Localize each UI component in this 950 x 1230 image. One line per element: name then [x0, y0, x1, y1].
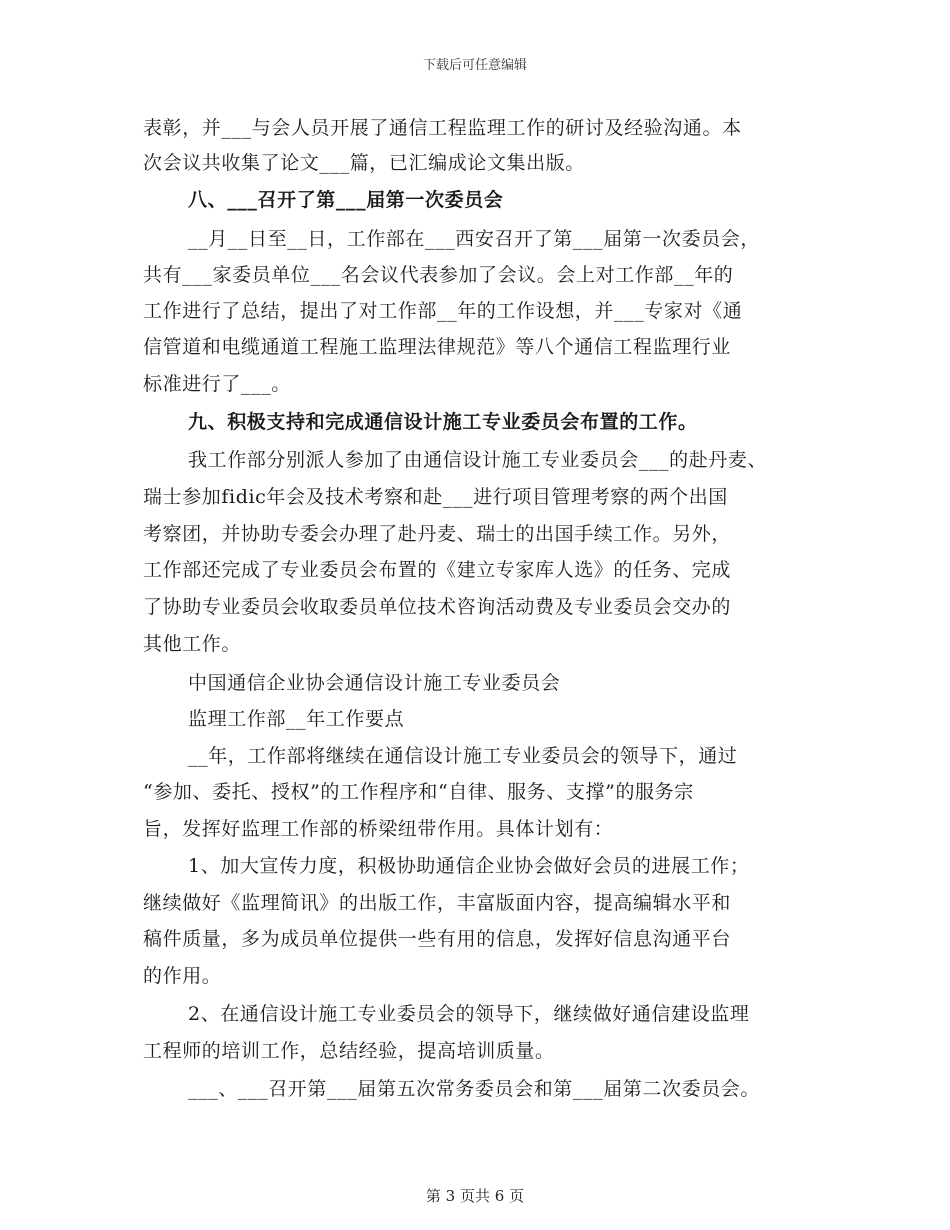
paragraph-line: 标准进行了___。 [143, 373, 291, 395]
paragraph-line: 旨，发挥好监理工作部的桥梁纽带作用。具体计划有： [143, 818, 614, 840]
paragraph-line: 考察团，并协助专委会办理了赴丹麦、瑞士的出国手续工作。另外， [143, 523, 732, 545]
paragraph-line: __年，工作部将继续在通信设计施工专业委员会的领导下，通过 [188, 745, 738, 767]
paragraph-line: 继续做好《监理简讯》的出版工作，丰富版面内容，提高编辑水平和 [143, 892, 732, 914]
section-heading-8: 八、___召开了第___届第一次委员会 [188, 189, 504, 211]
organization-name: 中国通信企业协会通信设计施工专业委员会 [188, 672, 561, 694]
paragraph-line: 次会议共收集了论文___篇，已汇编成论文集出版。 [143, 152, 585, 174]
paragraph-line: 稿件质量，多为成员单位提供一些有用的信息，发挥好信息沟通平台 [143, 928, 732, 950]
paragraph-line: __月__日至__日，工作部在___西安召开了第___届第一次委员会， [188, 228, 761, 250]
paragraph-line: 了协助专业委员会收取委员单位技术咨询活动费及专业委员会交办的 [143, 596, 732, 618]
paragraph-line: 工作部还完成了专业委员会布置的《建立专家库人选》的任务、完成 [143, 559, 732, 581]
list-item: 1、加大宣传力度，积极协助通信企业协会做好会员的进展工作； [188, 855, 750, 877]
paragraph-line: 工作进行了总结，提出了对工作部__年的工作设想，并___专家对《通 [143, 300, 743, 322]
page-footer: 第 3 页共 6 页 [425, 1187, 525, 1205]
paragraph-line: ___、___召开第___届第五次常务委员会和第___届第二次委员会。 [188, 1078, 761, 1100]
paragraph-line: 工程师的培训工作，总结经验，提高培训质量。 [143, 1040, 555, 1062]
paragraph-line: 的作用。 [143, 965, 222, 987]
paragraph-line: 信管道和电缆通道工程施工监理法律规范》等八个通信工程监理行业 [143, 336, 732, 358]
paragraph-line: 表彰，并___与会人员开展了通信工程监理工作的研讨及经验沟通。本 [143, 117, 742, 139]
paragraph-line: 瑞士参加fidic年会及技术考察和赴___进行项目管理考察的两个出国 [143, 486, 728, 508]
list-item: 2、在通信设计施工专业委员会的领导下，继续做好通信建设监理 [188, 1003, 750, 1025]
section-heading-9: 九、积极支持和完成通信设计施工专业委员会布置的工作。 [188, 411, 698, 433]
subtitle: 监理工作部__年工作要点 [188, 708, 405, 730]
paragraph-line: 我工作部分别派人参加了由通信设计施工专业委员会___的赴丹麦、 [188, 449, 768, 471]
paragraph-line: 共有___家委员单位___名会议代表参加了会议。会上对工作部__年的 [143, 264, 734, 286]
paragraph-line: 其他工作。 [143, 633, 242, 655]
page-header: 下载后可任意编辑 [422, 58, 527, 73]
paragraph-line: “参加、委托、授权”的工作程序和“自律、服务、支撑”的服务宗 [143, 781, 694, 803]
